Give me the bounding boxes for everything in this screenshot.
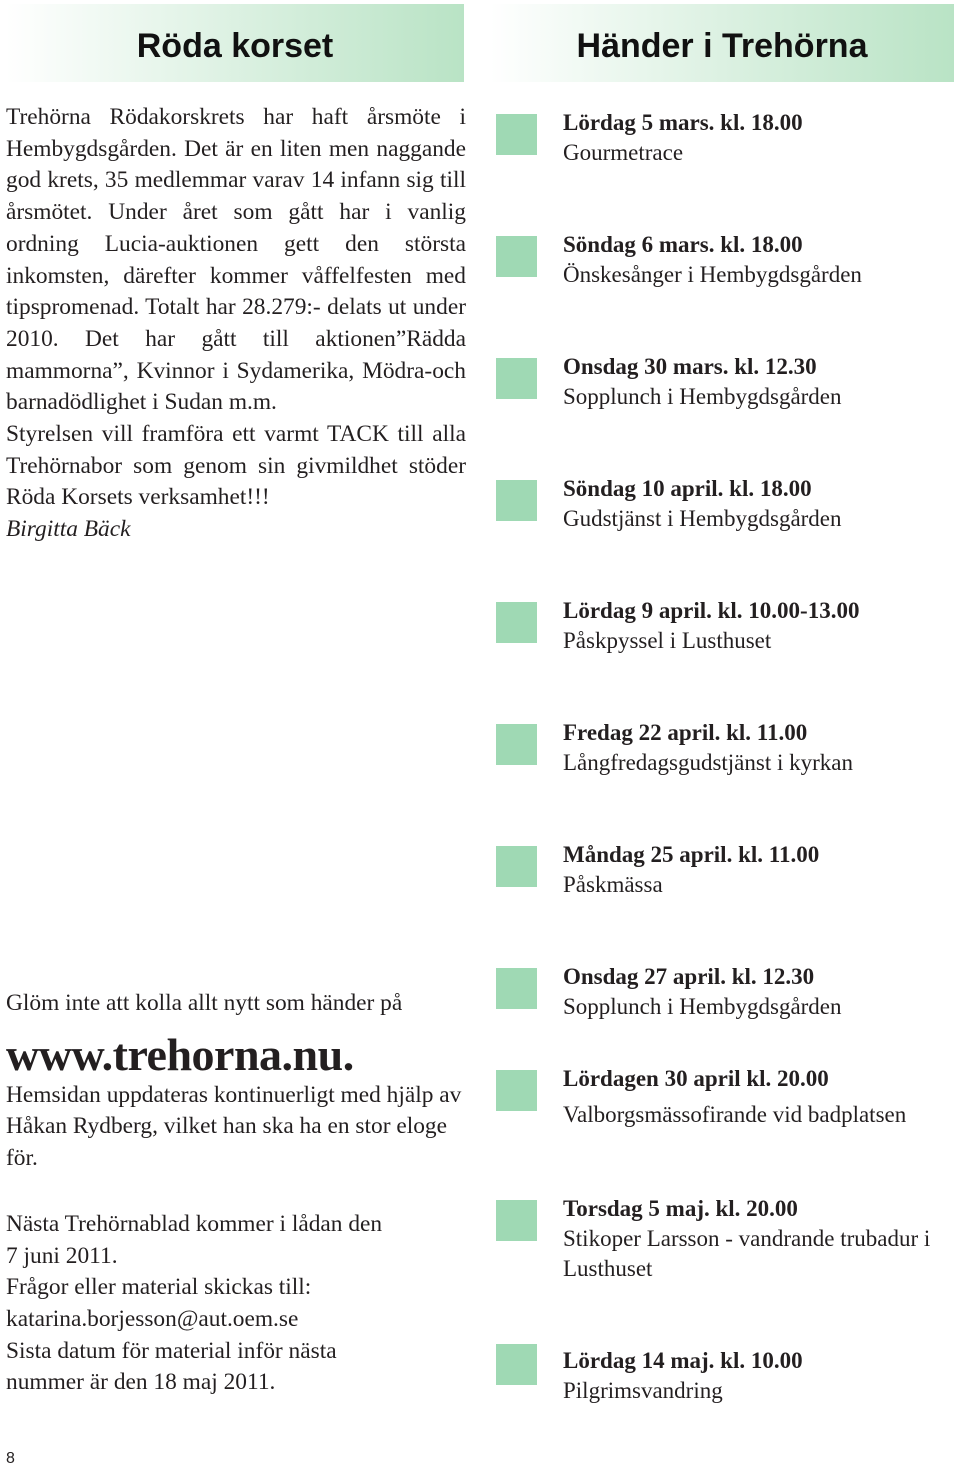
contact-email[interactable]: katarina.borjesson@aut.oem.se — [6, 1305, 299, 1332]
notice-intro: Glöm inte att kolla allt nytt som händer på — [6, 990, 403, 1016]
event-description: Önskesånger i Hembygdsgården — [563, 262, 862, 287]
deadline-date: nummer är den 18 maj 2011. — [6, 1369, 276, 1396]
website-link[interactable]: www.trehorna.nu. — [6, 1028, 354, 1080]
section-title: Händer i Trehörna — [576, 26, 868, 65]
event-marker — [496, 358, 537, 399]
next-issue-line: Nästa Trehörnablad kommer i lådan den — [6, 1210, 383, 1237]
event-description: Långfredagsgudstjänst i kyrkan — [563, 750, 853, 775]
questions-line: Frågor eller material skickas till: — [6, 1274, 312, 1301]
event-description: Sopplunch i Hembygdsgården — [563, 384, 842, 409]
event-description: Sopplunch i Hembygdsgården — [563, 994, 842, 1019]
event-date: Lördag 14 maj. kl. 10.00 — [563, 1348, 803, 1373]
event-marker — [496, 968, 537, 1009]
red-cross-article — [6, 102, 466, 546]
event-marker — [496, 1200, 537, 1241]
event-marker — [496, 602, 537, 643]
event-date: Söndag 6 mars. kl. 18.00 — [563, 232, 803, 257]
next-issue-date: 7 juni 2011. — [6, 1242, 118, 1269]
section-header-hander-i-trehorna — [490, 4, 954, 82]
deadline-line: Sista datum för material inför nästa — [6, 1337, 337, 1364]
notice-update-text: Hemsidan uppdateras kontinuerligt med hjälp av Håkan Rydberg, vilket han ska ha en stor eloge för. — [6, 1081, 462, 1172]
event-marker — [496, 724, 537, 765]
page-number: 8 — [6, 1450, 15, 1467]
event-description: Pilgrimsvandring — [563, 1378, 723, 1403]
event-marker — [496, 480, 537, 521]
section-title: Röda korset — [136, 26, 334, 65]
section-header-roda-korset — [6, 4, 464, 82]
event-date: Måndag 25 april. kl. 11.00 — [563, 842, 820, 867]
event-date: Lördag 5 mars. kl. 18.00 — [563, 110, 803, 135]
event-date: Lördag 9 april. kl. 10.00-13.00 — [563, 598, 860, 623]
event-marker — [496, 1070, 537, 1111]
article-paragraph: Styrelsen vill framföra ett varmt TACK till alla Trehörnabor som genom sin givmildhet stöder Röda Korsets verksamhet!!! — [6, 421, 466, 511]
event-date: Onsdag 27 april. kl. 12.30 — [563, 964, 815, 989]
event-description: Stikoper Larsson - vandrande trubadur i Lusthuset — [563, 1226, 931, 1281]
event-marker — [496, 236, 537, 277]
next-issue-info — [6, 1209, 466, 1399]
event-date: Lördagen 30 april kl. 20.00 — [563, 1066, 829, 1091]
event-description: Påskpyssel i Lusthuset — [563, 628, 772, 653]
event-description: Påskmässa — [563, 872, 663, 897]
event-marker — [496, 846, 537, 887]
event-description: Gudstjänst i Hembygdsgården — [563, 506, 842, 531]
event-date: Söndag 10 april. kl. 18.00 — [563, 476, 812, 501]
article-signature: Birgitta Bäck — [6, 516, 131, 543]
event-description: Valborgsmässofirande vid badplatsen — [563, 1102, 907, 1127]
website-notice — [6, 988, 466, 1399]
event-date: Onsdag 30 mars. kl. 12.30 — [563, 354, 817, 379]
event-marker — [496, 1344, 537, 1385]
event-date: Torsdag 5 maj. kl. 20.00 — [563, 1196, 798, 1221]
event-description: Gourmetrace — [563, 140, 684, 165]
event-marker — [496, 114, 537, 155]
event-date: Fredag 22 april. kl. 11.00 — [563, 720, 808, 745]
article-paragraph: Trehörna Rödakorskrets har haft årsmöte i Hembygdsgården. Det är en liten men naggande god krets, 35 medlemmar varav 14 infann sig till årsmötet. Under året som gått har i vanlig ordning Lucia-auktionen gett den största inkomsten, därefter kommer våffelfesten med tipspromenad. Totalt har 28.279:- delats ut under 2010. Det har gått till aktionen”Rädda mammorna”, Kvinnor i Sydamerika, Mödra-och barnadödlighet i Sudan m.m. — [6, 104, 466, 416]
